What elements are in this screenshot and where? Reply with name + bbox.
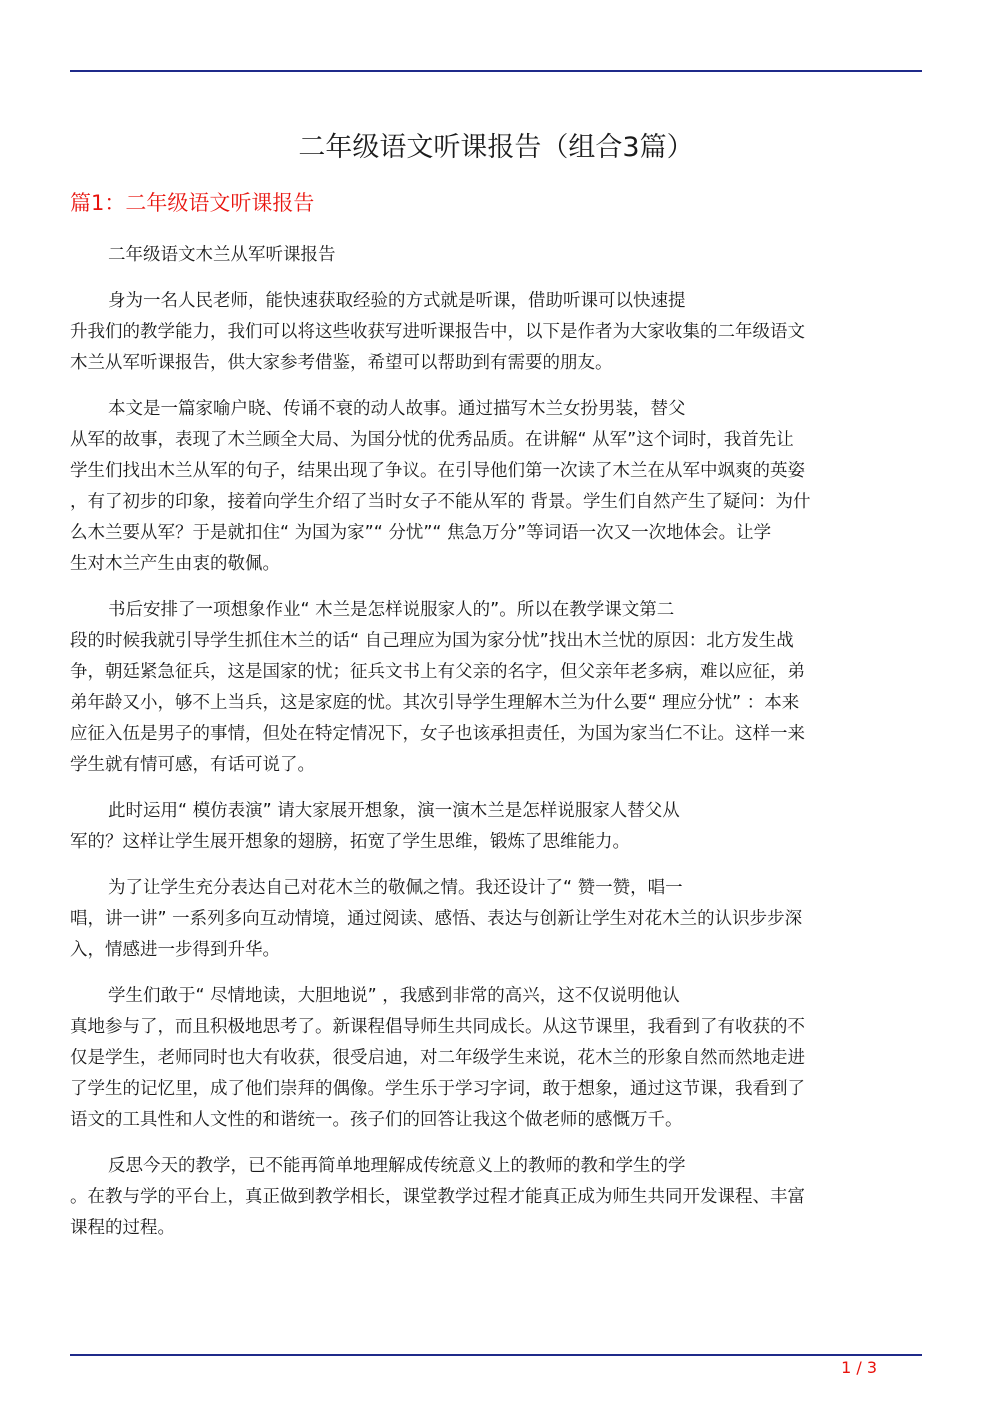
subtitle-line: 二年级语文木兰从军听课报告: [108, 245, 336, 265]
document-title: 二年级语文听课报告（组合3篇）: [298, 132, 694, 163]
paragraph-line: 升我们的教学能力，我们可以将这些收获写进听课报告中，以下是作者为大家收集的二年级语文: [70, 322, 805, 342]
paragraph-line: 语文的工具性和人文性的和谐统一。孩子们的回答让我这个做老师的感慨万千。: [70, 1110, 683, 1130]
paragraph-line: 段的时候我就引导学生抓住木兰的话“ 自己理应为国为家分忧”找出木兰忧的原因：北方发生战: [70, 631, 794, 651]
section-heading: 篇1：二年级语文听课报告: [70, 191, 315, 215]
paragraph-line: 。在教与学的平台上，真正做到教学相长，课堂教学过程才能真正成为师生共同开发课程、丰富: [70, 1187, 805, 1207]
paragraph-line: 学生就有情可感，有话可说了。: [70, 755, 315, 775]
paragraph-line: 了学生的记忆里，成了他们崇拜的偶像。学生乐于学习字词，敢于想象，通过这节课，我看到了: [70, 1079, 805, 1099]
paragraph-line: 生对木兰产生由衷的敬佩。: [70, 554, 280, 574]
paragraph-line: 应征入伍是男子的事情，但处在特定情况下，女子也该承担责任，为国为家当仁不让。这样一来: [70, 724, 805, 744]
page-number: 1 / 3: [841, 1358, 877, 1377]
paragraph-line: 弟年龄又小，够不上当兵，这是家庭的忧。其次引导学生理解木兰为什么要“ 理应分忧” ：本来: [70, 693, 800, 713]
paragraph-line: 学生们找出木兰从军的句子，结果出现了争议。在引导他们第一次读了木兰在从军中飒爽的英姿: [70, 461, 805, 481]
paragraph-line: 课程的过程。: [70, 1218, 175, 1238]
paragraph-line: 为了让学生充分表达自己对花木兰的敬佩之情。我还设计了“ 赞一赞，唱一: [108, 878, 683, 898]
paragraph-line: 唱，讲一讲” 一系列多向互动情境，通过阅读、感悟、表达与创新让学生对花木兰的认识步步深: [70, 909, 803, 929]
paragraph-line: 此时运用“ 模仿表演” 请大家展开想象，演一演木兰是怎样说服家人替父从: [108, 801, 680, 821]
footer-rule: [70, 1354, 922, 1356]
paragraph-line: 学生们敢于“ 尽情地读，大胆地说” ，我感到非常的高兴，这不仅说明他认: [108, 986, 680, 1006]
document-body: [70, 240, 922, 1244]
paragraph-line: 争，朝廷紧急征兵，这是国家的忧；征兵文书上有父亲的名字，但父亲年老多病，难以应征，弟: [70, 662, 805, 682]
paragraph-line: 从军的故事，表现了木兰顾全大局、为国分忧的优秀品质。在讲解“ 从军”这个词时，我首先让: [70, 430, 794, 450]
header-rule: [70, 70, 922, 72]
paragraph-line: 仅是学生，老师同时也大有收获，很受启迪，对二年级学生来说，花木兰的形象自然而然地走进: [70, 1048, 805, 1068]
paragraph-line: 书后安排了一项想象作业“ 木兰是怎样说服家人的”。所以在教学课文第二: [108, 600, 675, 620]
paragraph-line: 身为一名人民老师，能快速获取经验的方式就是听课，借助听课可以快速提: [108, 291, 686, 311]
paragraph-line: 真地参与了，而且积极地思考了。新课程倡导师生共同成长。从这节课里，我看到了有收获的不: [70, 1017, 805, 1037]
paragraph-line: 反思今天的教学，已不能再简单地理解成传统意义上的教师的教和学生的学: [108, 1156, 686, 1176]
paragraph-line: 木兰从军听课报告，供大家参考借鉴，希望可以帮助到有需要的朋友。: [70, 353, 613, 373]
paragraph-line: 么木兰要从军？于是就扣住“ 为国为家”“ 分忧”“ 焦急万分”等词语一次又一次地体会。让学: [70, 523, 772, 543]
paragraph-line: 本文是一篇家喻户晓、传诵不衰的动人故事。通过描写木兰女扮男装，替父: [108, 399, 686, 419]
paragraph-line: 军的？这样让学生展开想象的翅膀，拓宽了学生思维，锻炼了思维能力。: [70, 832, 630, 852]
paragraph-line: ，有了初步的印象，接着向学生介绍了当时女子不能从军的 背景。学生们自然产生了疑问：为什: [70, 492, 811, 512]
paragraph-line: 入，情感进一步得到升华。: [70, 940, 280, 960]
